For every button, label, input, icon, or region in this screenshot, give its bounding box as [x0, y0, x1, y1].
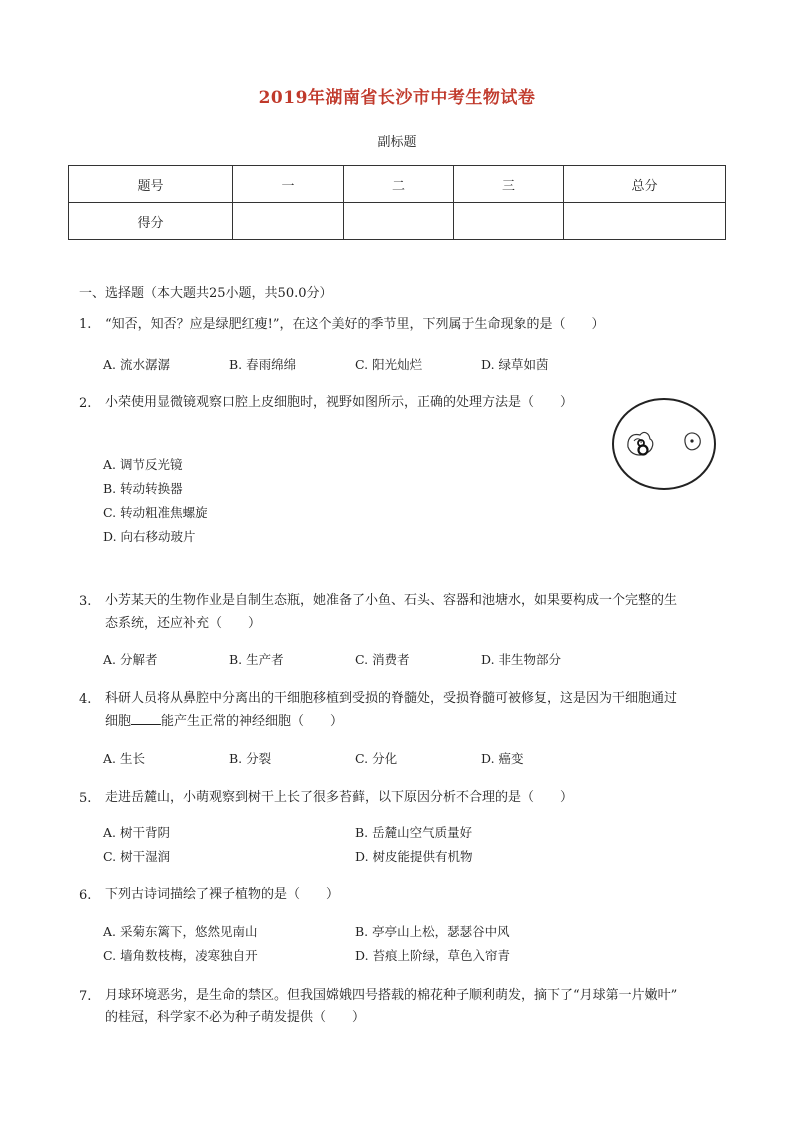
- question-text-part: 细胞: [105, 714, 132, 729]
- question-text: 小荣使用显微镜观察口腔上皮细胞时，视野如图所示，正确的处理方法是（ ）: [105, 395, 574, 410]
- score-table: [68, 165, 726, 240]
- option-d[interactable]: D. 向右移动玻片: [103, 529, 196, 544]
- score-row-label: 得分: [69, 203, 233, 240]
- score-table-score-row: [69, 203, 726, 240]
- exam-title: 2019年湖南省长沙市中考生物试卷: [258, 88, 536, 108]
- score-cell-part2: 二: [344, 166, 454, 203]
- question-number: 4.: [79, 692, 92, 707]
- score-cell-label: 题号: [69, 166, 233, 203]
- option-b[interactable]: B. 转动转换器: [103, 481, 183, 496]
- question-text-line1: 小芳某天的生物作业是自制生态瓶，她准备了小鱼、石头、容器和池塘水，如果要构成一个完整的生: [105, 593, 678, 608]
- option-a[interactable]: A. 采菊东篱下，悠然见南山: [103, 924, 258, 939]
- question-text-line2: 态系统，还应补充（ ）: [105, 616, 262, 631]
- option-a[interactable]: A. 生长: [103, 751, 145, 766]
- option-a[interactable]: A. 分解者: [103, 652, 158, 667]
- question-text-line2: 的桂冠，科学家不必为种子萌发提供（ ）: [105, 1010, 366, 1025]
- option-d[interactable]: D. 苔痕上阶绿，草色入帘青: [355, 948, 511, 963]
- question-number: 6.: [79, 888, 92, 903]
- question-number: 7.: [79, 989, 92, 1004]
- option-b[interactable]: B. 岳麓山空气质量好: [355, 825, 473, 840]
- section-heading: 一、选择题（本大题共25小题，共50.0分）: [79, 286, 333, 301]
- question-text: 下列古诗词描绘了裸子植物的是（ ）: [105, 887, 340, 902]
- option-c[interactable]: C. 树干湿润: [103, 849, 171, 864]
- score-table-header-row: [69, 166, 726, 203]
- option-b[interactable]: B. 春雨绵绵: [229, 357, 297, 372]
- score-input-total[interactable]: [564, 203, 726, 240]
- question-number: 5.: [79, 791, 92, 806]
- score-cell-total: 总分: [564, 166, 726, 203]
- fill-blank[interactable]: [131, 723, 161, 725]
- option-b[interactable]: B. 生产者: [229, 652, 284, 667]
- score-cell-part3: 三: [454, 166, 564, 203]
- option-c[interactable]: C. 阳光灿烂: [355, 357, 423, 372]
- microscope-field-figure: [611, 397, 719, 493]
- exam-subtitle: 副标题: [377, 135, 417, 150]
- score-input-part3[interactable]: [454, 203, 564, 240]
- question-text-line1: 月球环境恶劣，是生命的禁区。但我国嫦娥四号搭载的棉花种子顺利萌发，摘下了“月球第一片嫩叶”: [105, 988, 678, 1003]
- question-text: “知否，知否？应是绿肥红瘦!”，在这个美好的季节里，下列属于生命现象的是（ ）: [105, 317, 605, 332]
- option-a[interactable]: A. 树干背阴: [103, 825, 170, 840]
- question-text-part: 能产生正常的神经细胞（ ）: [161, 714, 344, 729]
- question-number: 3.: [79, 594, 92, 609]
- score-input-part1[interactable]: [233, 203, 344, 240]
- option-b[interactable]: B. 亭亭山上松，瑟瑟谷中风: [355, 924, 510, 939]
- option-d[interactable]: D. 树皮能提供有机物: [355, 849, 473, 864]
- question-text: 走进岳麓山，小萌观察到树干上长了很多苔藓，以下原因分析不合理的是（ ）: [105, 790, 574, 805]
- question-text-line2: [105, 710, 725, 734]
- option-d[interactable]: D. 绿草如茵: [481, 357, 549, 372]
- option-a[interactable]: A. 流水潺潺: [103, 357, 170, 372]
- option-c[interactable]: C. 墙角数枝梅，凌寒独自开: [103, 948, 258, 963]
- question-text-line1: 科研人员将从鼻腔中分离出的干细胞移植到受损的脊髓处，受损脊髓可被修复，这是因为干细胞通过: [105, 691, 678, 706]
- option-c[interactable]: C. 分化: [355, 751, 398, 766]
- option-d[interactable]: D. 非生物部分: [481, 652, 562, 667]
- option-a[interactable]: A. 调节反光镜: [103, 457, 183, 472]
- question-number: 1.: [79, 317, 92, 332]
- score-cell-part1: 一: [233, 166, 344, 203]
- score-input-part2[interactable]: [344, 203, 454, 240]
- option-b[interactable]: B. 分裂: [229, 751, 272, 766]
- option-c[interactable]: C. 消费者: [355, 652, 410, 667]
- option-c[interactable]: C. 转动粗准焦螺旋: [103, 505, 208, 520]
- question-number: 2.: [79, 396, 92, 411]
- option-d[interactable]: D. 癌变: [481, 751, 524, 766]
